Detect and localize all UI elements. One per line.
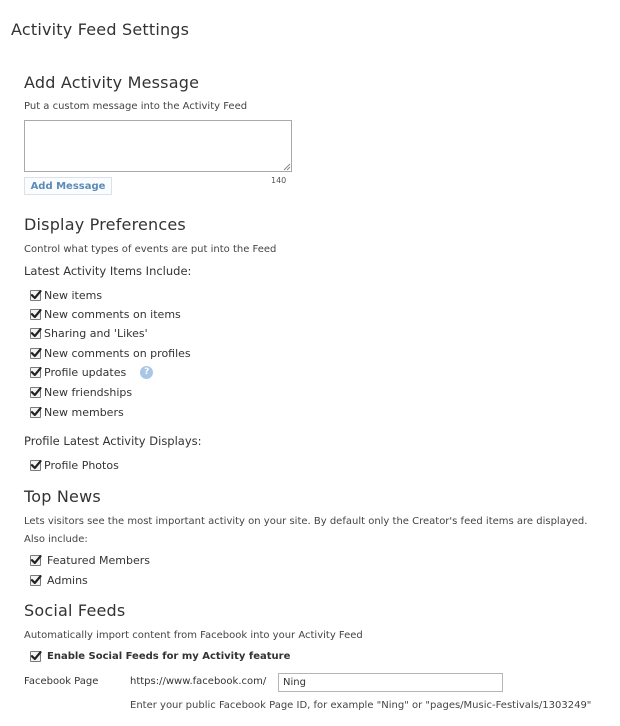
top-news-heading: Top News [24,487,101,506]
checkbox-label: Enable Social Feeds for my Activity feature [47,650,291,662]
add-message-button[interactable]: Add Message [24,177,112,195]
question-circle-icon[interactable]: ? [140,366,153,379]
facebook-page-label: Facebook Page [24,676,99,687]
checkbox-row-profile-photos[interactable] [30,457,119,473]
checkbox-label: New items [44,288,103,302]
checkbox-label: New comments on items [44,307,181,321]
facebook-page-hint: Enter your public Facebook Page ID, for example "Ning" or "pages/Music-Festivals/1303249" [130,700,592,711]
facebook-url-prefix: https://www.facebook.com/ [130,676,267,687]
checkbox-profile-photos[interactable] [30,460,41,471]
checkbox-row-new-friendships[interactable] [30,384,132,400]
checkbox-admins[interactable] [30,575,41,586]
page-title: Activity Feed Settings [11,20,190,39]
checkbox-row-new-items[interactable] [30,287,102,303]
resize-grip-icon[interactable] [283,163,291,171]
check-icon [30,347,42,359]
social-feeds-description: Automatically import content from Facebook into your Activity Feed [24,630,363,641]
checkbox-new-friendships[interactable] [30,387,41,398]
display-preferences-description: Control what types of events are put into the Feed [24,244,277,255]
checkbox-new-comments-profiles[interactable] [30,348,41,359]
social-feeds-heading: Social Feeds [24,601,126,620]
checkbox-profile-updates[interactable] [30,367,41,378]
checkbox-sharing-likes[interactable] [30,328,41,339]
top-news-description: Lets visitors see the most important activity on your site. By default only the Creator's feed items are displayed. [24,516,588,527]
check-icon [30,406,42,418]
checkbox-row-new-comments-items[interactable] [30,306,181,322]
char-counter: 140 [271,176,287,185]
checkbox-new-items[interactable] [30,290,41,301]
checkbox-row-new-members[interactable] [30,404,124,420]
checkbox-row-profile-updates[interactable] [30,364,153,380]
add-message-description: Put a custom message into the Activity Feed [24,101,248,112]
profile-activity-label: Profile Latest Activity Displays: [24,434,202,448]
checkbox-label: Featured Members [47,553,151,567]
checkbox-row-enable-social-feeds[interactable] [30,648,290,664]
add-message-heading: Add Activity Message [24,73,200,92]
check-icon [30,650,42,662]
latest-activity-label: Latest Activity Items Include: [24,264,192,278]
checkbox-new-comments-items[interactable] [30,309,41,320]
checkbox-row-admins[interactable] [30,572,88,588]
activity-message-textarea[interactable] [24,120,292,172]
checkbox-row-new-comments-profiles[interactable] [30,345,191,361]
checkbox-row-sharing-likes[interactable] [30,325,148,341]
check-icon [30,308,42,320]
check-icon [30,386,42,398]
checkbox-label: Profile updates [44,365,127,379]
checkbox-label: New friendships [44,385,133,399]
check-icon [30,366,42,378]
checkbox-label: Admins [47,573,88,587]
checkbox-enable-social-feeds[interactable] [30,651,41,662]
top-news-also-include: Also include: [24,534,88,545]
check-icon [30,554,42,566]
check-icon [30,459,42,471]
checkbox-label: Profile Photos [44,458,119,472]
checkbox-featured-members[interactable] [30,555,41,566]
checkbox-label: Sharing and 'Likes' [44,326,148,340]
display-preferences-heading: Display Preferences [24,215,186,234]
check-icon [30,327,42,339]
checkbox-label: New members [44,405,124,419]
check-icon [30,574,42,586]
checkbox-new-members[interactable] [30,407,41,418]
facebook-page-input[interactable] [278,673,503,692]
checkbox-label: New comments on profiles [44,346,191,360]
checkbox-row-featured-members[interactable] [30,552,150,568]
check-icon [30,289,42,301]
